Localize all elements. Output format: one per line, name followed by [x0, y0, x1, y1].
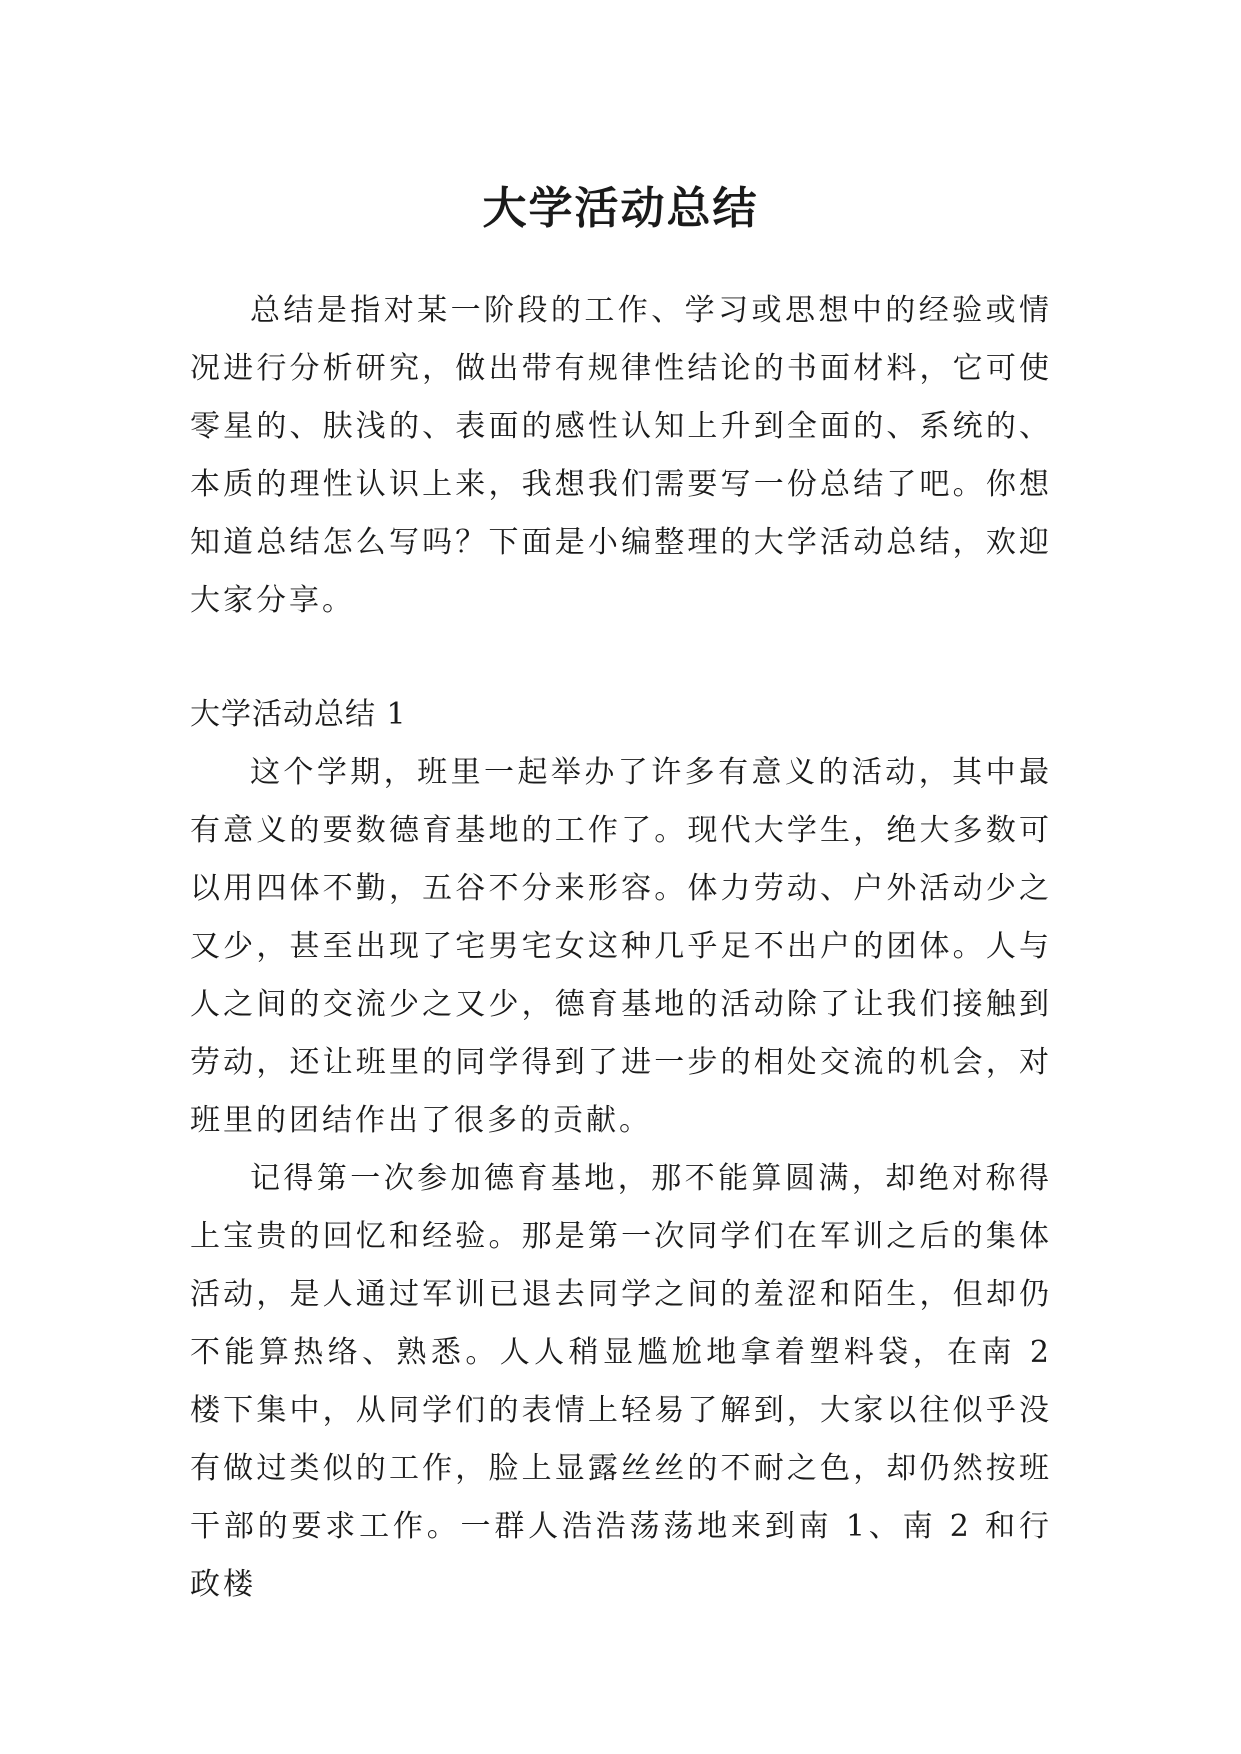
document-title: 大学活动总结 — [482, 183, 759, 235]
section-spacer — [190, 630, 1052, 686]
document-body — [190, 282, 1052, 1614]
intro-paragraph: 总结是指对某一阶段的工作、学习或思想中的经验或情况进行分析研究，做出带有规律性结论的书面材料，它可使零星的、肤浅的、表面的感性认知上升到全面的、系统的、本质的理性认识上来，我想我们需要写一份总结了吧。你想知道总结怎么写吗？下面是小编整理的大学活动总结，欢迎大家分享。 — [190, 293, 1052, 618]
body-paragraph: 记得第一次参加德育基地，那不能算圆满，却绝对称得上宝贵的回忆和经验。那是第一次同学们在军训之后的集体活动，是人通过军训已退去同学之间的羞涩和陌生，但却仍不能算热络、熟悉。人人稍显尴尬地拿着塑料袋，在南 2 楼下集中，从同学们的表情上轻易了解到，大家以往似乎没有做过类似的工作，脸上显露丝丝的不耐之色，却仍然按班干部的要求工作。一群人浩浩荡荡地来到南 1、南 2 和行政楼 — [190, 1161, 1052, 1602]
body-paragraph: 这个学期，班里一起举办了许多有意义的活动，其中最有意义的要数德育基地的工作了。现代大学生，绝大多数可以用四体不勤，五谷不分来形容。体力劳动、户外活动少之又少，甚至出现了宅男宅女这种几乎足不出户的团体。人与人之间的交流少之又少，德育基地的活动除了让我们接触到劳动，还让班里的同学得到了进一步的相处交流的机会，对班里的团结作出了很多的贡献。 — [190, 755, 1052, 1138]
section-heading: 大学活动总结 1 — [190, 697, 407, 732]
